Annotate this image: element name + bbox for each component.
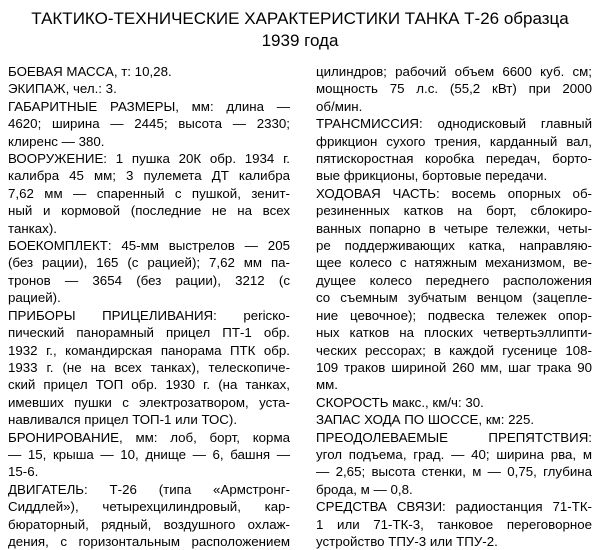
text-line: 15-6.: [8, 464, 39, 480]
text-line: пятискоростная коробка передач, борто-: [316, 151, 592, 167]
text-line: 109 траков шириной 260 мм, шаг трака 90: [316, 359, 592, 375]
text-line: 1932 г., командирская панорама ПТК обр.: [8, 342, 290, 358]
text-line: ПРЕОДОЛЕВАЕМЫЕ ПРЕПЯТСТВИЯ:: [316, 429, 592, 445]
text-line: щее колесо с натяжным механизмом, ве-: [316, 255, 592, 271]
text-line: имевших пушки с электрозатвором, уста-: [8, 394, 290, 410]
text-line: ре поддерживающих катка, направляю-: [316, 238, 592, 254]
text-line: навливался прицел ТОП-1 или ТОС).: [8, 412, 238, 428]
text-line: ЭКИПАЖ, чел.: 3.: [8, 81, 117, 97]
right-column: [316, 63, 592, 550]
text-line: ЗАПАС ХОДА ПО ШОССЕ, км: 225.: [316, 412, 535, 428]
text-line: 1933 г. (не на всех танках), телескопиче-: [8, 359, 290, 375]
text-line: ДВИГАТЕЛЬ: Т-26 (типа «Армстронг-: [8, 481, 290, 497]
text-line: 1 или 71-ТК-3, танковое переговорное: [316, 516, 592, 532]
text-line: Сиддлей»), четырехцилиндровый, кар-: [8, 499, 290, 515]
text-line: бюраторный, рядный, воздушного охлаж-: [8, 516, 290, 532]
text-line: СРЕДСТВА СВЯЗИ: радиостанция 71-ТК-: [316, 499, 592, 515]
text-line: (без рации), 165 (с рацией); 7,62 мм па-: [8, 255, 290, 271]
text-line: калибра 45 мм; 3 пулемета ДТ калибра: [8, 168, 290, 184]
text-line: брода, м — 0,8.: [316, 481, 413, 497]
text-line: клиренс — 380.: [8, 133, 105, 149]
text-line: мм.: [316, 377, 338, 393]
text-line: устройство ТПУ-3 или ТПУ-2.: [316, 533, 498, 549]
text-line: ПРИБОРЫ ПРИЦЕЛИВАНИЯ: periско-: [8, 307, 290, 323]
text-line: ский прицел ТОП обр. 1930 г. (на танках,: [8, 377, 290, 393]
text-line: цилиндров; рабочий объем 6600 куб. см;: [316, 64, 592, 79]
left-column: [8, 63, 290, 550]
text-line: ние цевочное); подвеска тележек опор-: [316, 307, 592, 323]
text-line: ГАБАРИТНЫЕ РАЗМЕРЫ, мм: длина —: [8, 98, 290, 114]
text-line: вые фрикционы, бортовые передачи.: [316, 168, 548, 184]
text-line: угол подъема, град. — 40; ширина рва, м: [316, 446, 592, 462]
text-line: пический панорамный прицел ПТ-1 обр.: [8, 325, 290, 341]
text-line: ный и кормовой (последние не на всех: [8, 203, 290, 219]
text-line: ХОДОВАЯ ЧАСТЬ: восемь опорных об-: [316, 185, 592, 201]
text-line: ванных попарно в четыре тележки, четы-: [316, 220, 592, 236]
text-line: мощность 75 л.с. (55,2 кВт) при 2000: [316, 81, 592, 97]
text-line: БРОНИРОВАНИЕ, мм: лоб, борт, корма: [8, 429, 290, 445]
text-line: дения, с горизонтальным расположением: [8, 533, 290, 549]
text-line: дущее колесо переднего расположения: [316, 272, 592, 288]
text-line: 4620; ширина — 2445; высота — 2330;: [8, 116, 290, 132]
text-line: 7,62 мм — спаренный с пушкой, зенит-: [8, 185, 290, 201]
text-line: БОЕКОМПЛЕКТ: 45-мм выстрелов — 205: [8, 238, 290, 254]
text-line: ВООРУЖЕНИЕ: 1 пушка 20К обр. 1934 г.: [8, 151, 290, 167]
document-title: [8, 8, 592, 52]
text-line: ных катков на плоских четвертьэллипти-: [316, 325, 592, 341]
text-line: об/мин.: [316, 98, 363, 114]
text-line: резиненных катков на борт, сблокиро-: [316, 203, 592, 219]
text-line: — 2,65; высота стенки, м — 0,75, глубина: [316, 464, 592, 480]
text-line: фрикцион сухого трения, карданный вал,: [316, 133, 592, 149]
text-line: ТРАНСМИССИЯ: однодисковый главный: [316, 116, 592, 132]
text-line: со съемным зубчатым венцом (зацепле-: [316, 290, 592, 306]
text-line: танках).: [8, 220, 57, 236]
text-line: рацией).: [8, 290, 61, 306]
text-line: БОЕВАЯ МАССА, т: 10,28.: [8, 64, 172, 79]
text-line: ческих рессорах; в каждой гусенице 108-: [316, 342, 592, 358]
title-line-2: 1939 года: [261, 31, 339, 50]
text-line: тронов — 3654 (без рации), 3212 (с: [8, 272, 290, 288]
text-line: СКОРОСТЬ макс., км/ч: 30.: [316, 394, 484, 410]
text-line: — 15, крыша — 10, днище — 6, башня —: [8, 446, 290, 462]
title-line-1: ТАКТИКО-ТЕХНИЧЕСКИЕ ХАРАКТЕРИСТИКИ ТАНКА Т-26 образца: [31, 9, 569, 28]
